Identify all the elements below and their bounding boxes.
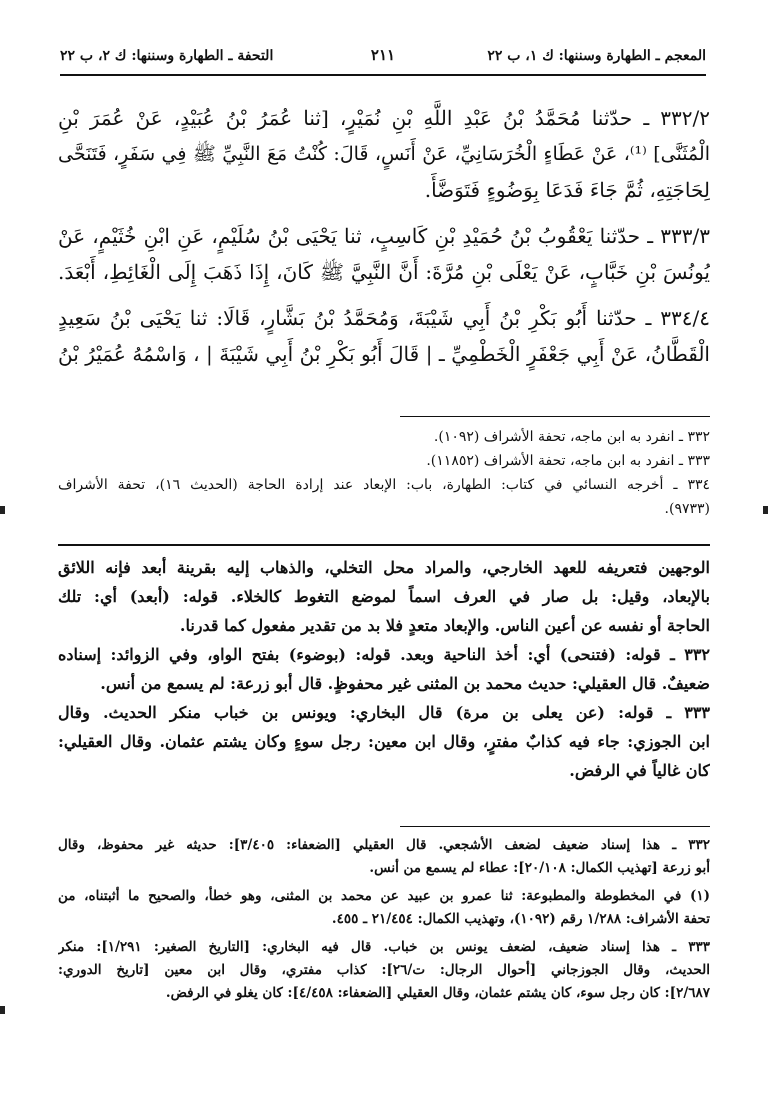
hadith-line: الْقَطَّانُ، عَنْ أَبِي جَعْفَرٍ الْخَطْمِيِّ ـ | قَالَ أَبُو بَكْرِ بْنُ أَبِي شَيْبَةَ | ، وَاسْمُهُ عُمَيْرُ بْنُ: [58, 342, 710, 366]
hadith-333: [58, 218, 710, 290]
footnote-line: ٣٣٢ ـ هذا إسناد ضعيف لضعف الأشجعي. قال العقيلي [الضعفاء: ٣/٤٠٥]: حديثه غير محفوظ، وقال: [58, 837, 710, 853]
footnote-332: [58, 834, 710, 880]
header-left-reference: التحفة ـ الطهارة وسننها: ك ٢، ب ٢٢: [60, 48, 274, 64]
takhrij-notes: [58, 425, 710, 521]
sindi-commentary: [58, 553, 710, 785]
commentary-separator: [58, 544, 710, 546]
commentary-line: كان غالياً في الرفض.: [569, 761, 710, 780]
hadith-line: ٣٣٣/٣ ـ حدّثنا يَعْقُوبُ بْنُ حُمَيْدِ بْنِ كَاسِبٍ، ثنا يَحْيَى بْنُ سُلَيْمٍ، عَنِ ابْنِ خُثَيْمٍ، عَنْ: [58, 224, 710, 248]
commentary-line: بالإبعاد، وقيل: بل صار في العرف اسماً لموضع التغوط كالخلاء. قوله: (أبعد) أي: تلك: [58, 587, 710, 606]
commentary-line: الوجهين فتعريفه للعهد الخارجي، والمراد محل التخلي، والذهاب إليه بقرينة أبعد فإنه اللائق: [58, 558, 710, 577]
hadith-line: لِحَاجَتِهِ، ثُمَّ جَاءَ فَدَعَا بِوَضُوءٍ فَتَوَضَّأَ.: [424, 178, 710, 202]
commentary-line: ٣٣٣ ـ قوله: (عن يعلى بن مرة) قال البخاري: ويونس بن خباب منكر الحديث. وقال: [58, 703, 710, 722]
commentary-line: ضعيفٌ. قال العقيلي: حديث محمد بن المثنى غير محفوظٍ. قال أبو زرعة: لم يسمع من أنس.: [100, 674, 710, 693]
commentary-line: الحاجة أو نفسه عن أعين الناس. والإبعاد متعدٍ فلا بد من تقدير مفعول كما قدرنا.: [179, 616, 710, 635]
commentary-line: ٣٣٢ ـ قوله: (فتنحى) أي: أخذ الناحية وبعد. قوله: (بوضوء) بفتح الواو، وفي الزوائد: إسناده: [58, 645, 710, 664]
footnote-line: (١) في المخطوطة والمطبوعة: ثنا عمرو بن عبيد عن محمد بن المثنى، وهو خطأ، والصحيح ما أثبتناه، من: [58, 888, 710, 904]
page-number: ٢١١: [370, 46, 396, 64]
takhrij-note-334-continuation: (٩٧٣٣).: [664, 501, 710, 517]
hadith-332: [58, 100, 710, 208]
left-margin-mark-bottom: [0, 1006, 5, 1014]
footnote-line: أبو زرعة [تهذيب الكمال: ٢٠/١٠٨]: عطاء لم يسمع من أنس.: [369, 860, 710, 876]
hadith-334: [58, 300, 710, 372]
footnote-333: [58, 936, 710, 1005]
footnote-1: [58, 885, 710, 931]
notes-separator: [400, 416, 710, 417]
footnotes: [58, 834, 710, 1010]
takhrij-note-334: ٣٣٤ ـ أخرجه النسائي في كتاب: الطهارة، باب: الإبعاد عند إرادة الحاجة (الحديث ١٦)، تحفة الأشراف: [58, 477, 710, 493]
takhrij-note-332: ٣٣٢ ـ انفرد به ابن ماجه، تحفة الأشراف (١٠٩٢).: [433, 429, 710, 445]
running-header: [60, 44, 706, 76]
left-margin-mark: [0, 506, 5, 514]
header-right-reference: المعجم ـ الطهارة وسننها: ك ١، ب ٢٢: [487, 48, 706, 64]
footnotes-separator: [400, 826, 710, 827]
takhrij-note-333: ٣٣٣ ـ انفرد به ابن ماجه، تحفة الأشراف (١١٨٥٢).: [426, 453, 710, 469]
hadith-line: ٣٣٢/٢ ـ حدّثنا مُحَمَّدُ بْنُ عَبْدِ اللَّهِ بْنِ نُمَيْرٍ، [ثنا عُمَرُ بْنُ عُبَيْدٍ، عَنْ عُمَرَ بْنِ: [58, 106, 710, 130]
footnote-line: ٣٣٣ ـ هذا إسناد ضعيف، لضعف يونس بن خباب. قال فيه البخاري: [التاريخ الصغير: ١/٢٩١]: منكر: [58, 939, 710, 955]
hadith-line: يُونُسَ بْنِ خَبَّابٍ، عَنْ يَعْلَى بْنِ مُرَّةَ: أَنَّ النَّبِيَّ ﷺ كَانَ، إِذَا ذَهَبَ إِلَى الْغَائِطِ، أَبْعَدَ.: [58, 260, 710, 284]
hadith-line: الْمُثَنَّى] ⁽¹⁾، عَنْ عَطَاءٍ الْخُرَسَانِيِّ، عَنْ أَنَسٍ، قَالَ: كُنْتُ مَعَ النَّبِيِّ ﷺ فِي سَفَرٍ، فَتَنَحَّى: [58, 143, 710, 165]
hadith-text: [58, 100, 710, 382]
footnote-line: ٢/٦٨٧]: كان رجل سوء، كان يشتم عثمان، وقال العقيلي [الضعفاء: ٤/٤٥٨]: كان يغلو في الرفض.: [165, 985, 710, 1001]
hadith-line: ٣٣٤/٤ ـ حدّثنا أَبُو بَكْرِ بْنُ أَبِي شَيْبَةَ، وَمُحَمَّدُ بْنُ بَشَّارٍ، قَالَا: ثنا يَحْيَى بْنُ سَعِيدٍ: [58, 306, 710, 330]
commentary-line: ابن الجوزي: جاء فيه كذابٌ مفترٍ، وقال ابن معين: رجل سوءٍ وكان يشتم عثمان. وقال العقيلي:: [58, 732, 710, 751]
footnote-line: تحفة الأشراف: ١/٢٨٨ رقم (١٠٩٢)، وتهذيب الكمال: ٢١/٤٥٤ ـ ٤٥٥.: [331, 911, 710, 927]
footnote-line: الحديث، وقال الجوزجاني [أحوال الرجال: ت/٢٦]: كذاب مفتري، وقال ابن معين [تاريخ الدوري:: [58, 962, 710, 978]
right-margin-mark: [763, 506, 768, 514]
